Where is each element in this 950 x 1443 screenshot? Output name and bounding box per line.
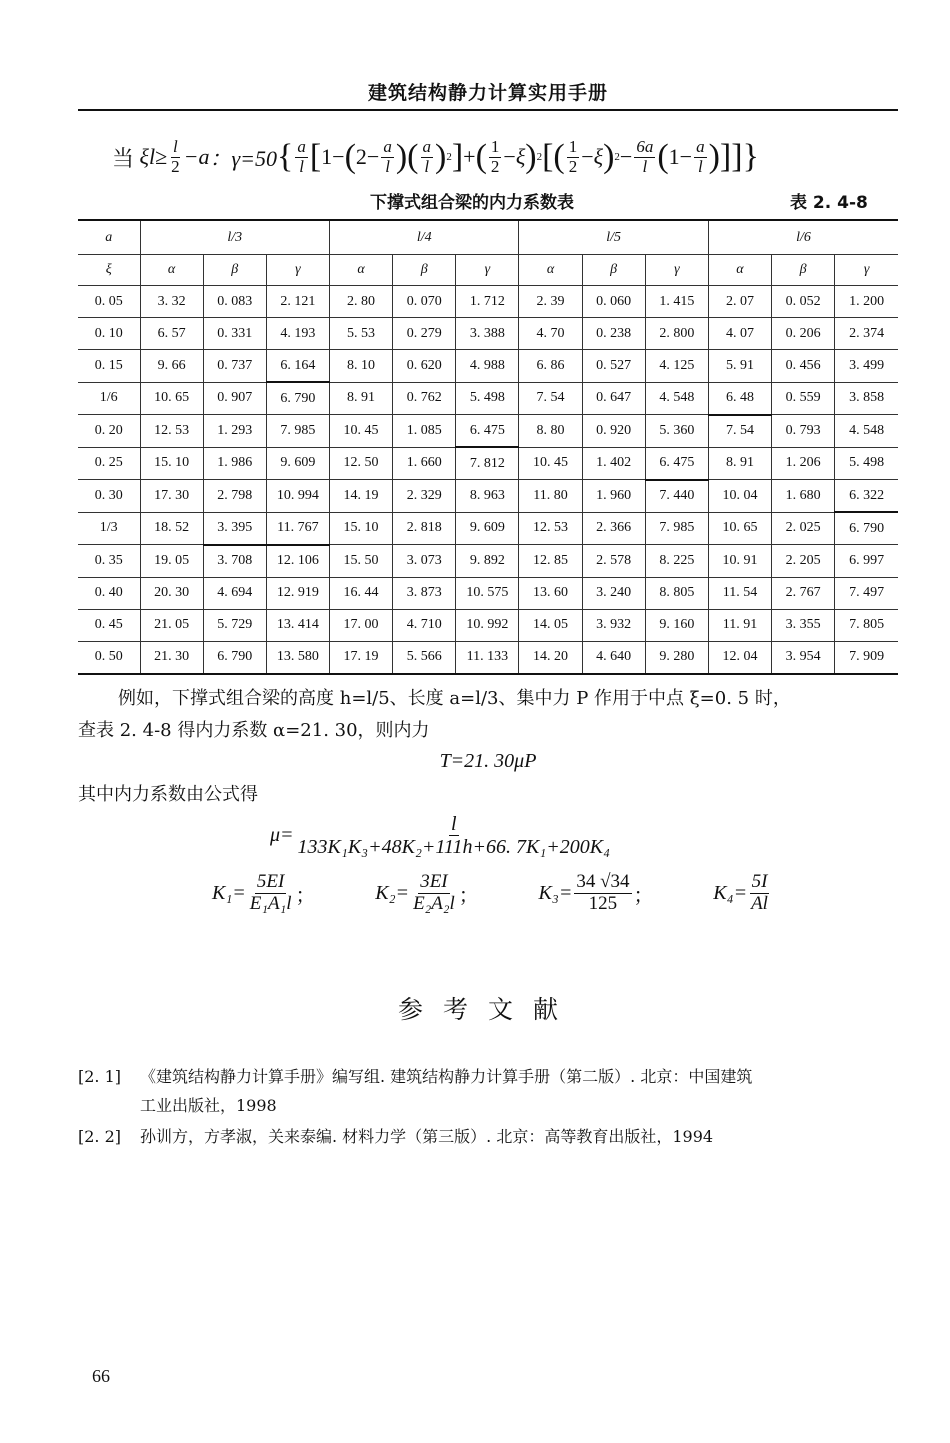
table-cell: 6. 164 (266, 350, 329, 383)
table-cell: 0. 527 (582, 350, 645, 383)
table-cell: 19. 05 (140, 545, 203, 578)
running-head: 建筑结构静力计算实用手册 (367, 82, 608, 104)
k2-formula: K₂= $\frac{3EI}{\text{E₂A₂l}}$ ； (375, 871, 479, 914)
table-cell: 5. 566 (393, 641, 456, 674)
table-row (78, 577, 898, 609)
row-xi: 0. 25 (78, 447, 140, 480)
table-cell: 8. 805 (645, 577, 708, 609)
table-cell: 3. 395 (203, 512, 266, 545)
table-title: 下撑式组合梁的内力系数表 (370, 193, 574, 213)
group-header: l/6 (708, 220, 898, 255)
table-cell: 17. 30 (140, 480, 203, 513)
table-cell: 0. 920 (582, 415, 645, 448)
table-cell: 8. 91 (708, 447, 771, 480)
reference-text: 孙训方，方孝淑，关来泰编. 材料力学（第三版）. 北京：高等教育出版社，1994 (140, 1127, 714, 1146)
table-cell: 10. 65 (708, 512, 771, 545)
table-cell: 6. 790 (266, 382, 329, 415)
table-cell: 13. 414 (266, 609, 329, 641)
table-cell: 17. 00 (329, 609, 392, 641)
table-cell: 11. 54 (708, 577, 771, 609)
reference-tag: [2. 1] (78, 1067, 122, 1086)
table-cell: 3. 708 (203, 545, 266, 578)
row-xi: 0. 05 (78, 286, 140, 318)
mu-lhs: μ= (270, 824, 294, 846)
sub-header: γ (645, 255, 708, 286)
table-cell: 3. 499 (835, 350, 898, 383)
mu-formula (270, 813, 614, 858)
formula-minus-a: −a (183, 144, 210, 169)
table-cell: 7. 812 (456, 447, 519, 480)
table-cell: 0. 070 (393, 286, 456, 318)
table-cell: 3. 240 (582, 577, 645, 609)
row-xi: 1/3 (78, 512, 140, 545)
table-row (78, 609, 898, 641)
table-cell: 6. 86 (519, 350, 582, 383)
table-cell: 0. 331 (203, 318, 266, 350)
table-cell: 5. 91 (708, 350, 771, 383)
table-cell: 9. 609 (456, 512, 519, 545)
group-header: l/3 (140, 220, 329, 255)
table-cell: 0. 737 (203, 350, 266, 383)
table-cell: 11. 767 (266, 512, 329, 545)
table-cell: 20. 30 (140, 577, 203, 609)
gamma-formula: 当 ξ l ≥ $\frac{l}{2}$ −a ：γ=50 { $\frac{a}{l}$ [ 1 − ( 2− $\frac{a}{l}$ ) ( $\frac{a}{l}$ ) 2 ] + ( $\frac{1}{2}$ − ξ ) 2 [ ( $\frac{1}{2}$ − ξ ) 2 − $\frac{6a}{l}$ ( 1 − $\frac{a}{l}$ ) ] ] } (112, 136, 759, 176)
table-cell: 3. 355 (772, 609, 835, 641)
table-cell: 1. 293 (203, 415, 266, 448)
k4-formula: K₄= $\frac{5I}{Al}$ (713, 871, 768, 914)
table-cell: 6. 790 (203, 641, 266, 674)
table-cell: 6. 57 (140, 318, 203, 350)
reference-text-cont: 工业出版社，1998 (140, 1096, 277, 1115)
table-cell: 9. 66 (140, 350, 203, 383)
sub-header: γ (835, 255, 898, 286)
table-cell: 0. 762 (393, 382, 456, 415)
table-cell: 4. 710 (393, 609, 456, 641)
table-cell: 2. 80 (329, 286, 392, 318)
table-row (78, 447, 898, 480)
row-xi: 0. 40 (78, 577, 140, 609)
table-cell: 5. 360 (645, 415, 708, 448)
frac-6a-over-l: $\frac{6a}{l}$ (636, 136, 654, 176)
table-cell: 4. 193 (266, 318, 329, 350)
table-cell: 2. 39 (519, 286, 582, 318)
corner-xi: ξ (78, 255, 140, 286)
table-cell: 16. 44 (329, 577, 392, 609)
table-cell: 7. 985 (266, 415, 329, 448)
group-header: l/4 (329, 220, 518, 255)
references-heading: 参考文献 (397, 995, 578, 1024)
table-body (78, 286, 898, 674)
table-cell: 12. 50 (329, 447, 392, 480)
mu-fraction (296, 813, 612, 858)
table-cell: 1. 712 (456, 286, 519, 318)
table-cell: 4. 988 (456, 350, 519, 383)
frac-a-over-l: $\frac{a}{l}$ (297, 136, 306, 176)
mu-numerator: l (451, 813, 457, 835)
table-cell: 3. 858 (835, 382, 898, 415)
t-equation: T=21. 30μP (439, 750, 537, 772)
table-cell: 17. 19 (329, 641, 392, 674)
table-cell: 18. 52 (140, 512, 203, 545)
sub-header: β (582, 255, 645, 286)
table-cell: 0. 456 (772, 350, 835, 383)
table-cell: 15. 10 (329, 512, 392, 545)
table-cell: 4. 694 (203, 577, 266, 609)
table-cell: 6. 790 (835, 512, 898, 545)
table-cell: 4. 548 (835, 415, 898, 448)
row-xi: 1/6 (78, 382, 140, 415)
table-cell: 10. 45 (329, 415, 392, 448)
table-cell: 6. 322 (835, 480, 898, 513)
table-cell: 21. 30 (140, 641, 203, 674)
table-cell: 5. 498 (456, 382, 519, 415)
table-cell: 1. 680 (772, 480, 835, 513)
table-cell: 10. 992 (456, 609, 519, 641)
table-cell: 10. 45 (519, 447, 582, 480)
table-row (78, 512, 898, 545)
table-cell: 0. 647 (582, 382, 645, 415)
table-cell: 4. 70 (519, 318, 582, 350)
table-row (78, 480, 898, 513)
table-cell: 0. 238 (582, 318, 645, 350)
table-cell: 4. 07 (708, 318, 771, 350)
table-cell: 0. 060 (582, 286, 645, 318)
table-cell: 15. 10 (140, 447, 203, 480)
formula-gamma: ：γ=50 (209, 145, 278, 171)
table-cell: 6. 475 (645, 447, 708, 480)
table-row (78, 350, 898, 383)
table-cell: 2. 578 (582, 545, 645, 578)
table-cell: 14. 20 (519, 641, 582, 674)
table-cell: 1. 402 (582, 447, 645, 480)
table-cell: 7. 54 (519, 382, 582, 415)
row-xi: 0. 45 (78, 609, 140, 641)
table-cell: 4. 548 (645, 382, 708, 415)
table-cell: 0. 083 (203, 286, 266, 318)
reference-text: 《建筑结构静力计算手册》编写组. 建筑结构静力计算手册（第二版）. 北京：中国建筑 (140, 1067, 753, 1086)
table-cell: 4. 125 (645, 350, 708, 383)
table-cell: 1. 960 (582, 480, 645, 513)
table-cell: 2. 121 (266, 286, 329, 318)
row-xi: 0. 15 (78, 350, 140, 383)
table-cell: 12. 919 (266, 577, 329, 609)
table-cell: 2. 025 (772, 512, 835, 545)
frac-l-over-2: $\frac{l}{2}$ (171, 136, 180, 176)
table-cell: 3. 954 (772, 641, 835, 674)
table-cell: 2. 374 (835, 318, 898, 350)
table-cell: 5. 729 (203, 609, 266, 641)
table-cell: 7. 805 (835, 609, 898, 641)
k3-formula: K₃= $\frac{34 √34}{125}$ ； (538, 871, 654, 914)
table-cell: 1. 200 (835, 286, 898, 318)
sub-header: γ (456, 255, 519, 286)
table-cell: 8. 80 (519, 415, 582, 448)
table-cell: 3. 32 (140, 286, 203, 318)
example-line-2: 查表 2. 4-8 得内力系数 α=21. 30，则内力 (78, 720, 430, 741)
row-xi: 0. 35 (78, 545, 140, 578)
table-row (78, 545, 898, 578)
row-xi: 0. 20 (78, 415, 140, 448)
table-row (78, 415, 898, 448)
table-cell: 2. 800 (645, 318, 708, 350)
table-cell: 12. 04 (708, 641, 771, 674)
table-cell: 2. 798 (203, 480, 266, 513)
k1-formula: K₁= $\frac{5EI}{\text{E₁A₁l}}$ ； (212, 871, 316, 914)
row-xi: 0. 10 (78, 318, 140, 350)
coefficient-table (78, 219, 898, 675)
table-cell: 10. 994 (266, 480, 329, 513)
table-cell: 14. 19 (329, 480, 392, 513)
table-cell: 1. 986 (203, 447, 266, 480)
table-cell: 12. 53 (519, 512, 582, 545)
sub-header: γ (266, 255, 329, 286)
example-line-1: 例如，下撑式组合梁的高度 h=l/5、长度 a=l/3、集中力 P 作用于中点 ξ=0. 5 时， (118, 688, 791, 709)
k-formulas (212, 872, 772, 915)
table-cell: 7. 985 (645, 512, 708, 545)
table-cell: 1. 206 (772, 447, 835, 480)
table-cell: 8. 963 (456, 480, 519, 513)
table-cell: 0. 620 (393, 350, 456, 383)
table-cell: 5. 53 (329, 318, 392, 350)
row-xi: 0. 30 (78, 480, 140, 513)
table-cell: 12. 106 (266, 545, 329, 578)
table-cell: 2. 818 (393, 512, 456, 545)
table-cell: 11. 133 (456, 641, 519, 674)
table-cell: 8. 225 (645, 545, 708, 578)
sub-header: α (140, 255, 203, 286)
table-cell: 2. 366 (582, 512, 645, 545)
table-cell: 21. 05 (140, 609, 203, 641)
sub-header: β (203, 255, 266, 286)
table-cell: 10. 575 (456, 577, 519, 609)
reference-tag: [2. 2] (78, 1127, 122, 1146)
formula-xi: ξ (139, 144, 149, 169)
table-cell: 7. 909 (835, 641, 898, 674)
table-cell: 10. 91 (708, 545, 771, 578)
table-cell: 0. 793 (772, 415, 835, 448)
sub-header: α (708, 255, 771, 286)
header-rule (78, 109, 898, 111)
table-cell: 9. 609 (266, 447, 329, 480)
table-cell: 3. 932 (582, 609, 645, 641)
table-cell: 11. 91 (708, 609, 771, 641)
table-cell: 8. 10 (329, 350, 392, 383)
table-cell: 10. 04 (708, 480, 771, 513)
page-number: 66 (92, 1366, 110, 1386)
reference-item-2 (78, 1122, 898, 1151)
example-line-3: 其中内力系数由公式得 (78, 784, 258, 805)
table-cell: 12. 85 (519, 545, 582, 578)
table-cell: 14. 05 (519, 609, 582, 641)
brace-open: { (277, 138, 294, 175)
table-header-row-1 (78, 220, 898, 255)
sub-header: α (519, 255, 582, 286)
table-cell: 3. 073 (393, 545, 456, 578)
table-cell: 0. 559 (772, 382, 835, 415)
corner-a: a (78, 220, 140, 255)
table-cell: 13. 580 (266, 641, 329, 674)
table-cell: 7. 440 (645, 480, 708, 513)
table-header-row-2 (78, 255, 898, 286)
table-cell: 1. 660 (393, 447, 456, 480)
table-cell: 8. 91 (329, 382, 392, 415)
table-cell: 6. 48 (708, 382, 771, 415)
group-header: l/5 (519, 220, 708, 255)
table-cell: 2. 205 (772, 545, 835, 578)
table-cell: 2. 329 (393, 480, 456, 513)
table-cell: 7. 54 (708, 415, 771, 448)
table-cell: 6. 475 (456, 415, 519, 448)
table-cell: 4. 640 (582, 641, 645, 674)
formula-l: l (148, 144, 156, 169)
table-cell: 1. 085 (393, 415, 456, 448)
table-cell: 2. 07 (708, 286, 771, 318)
row-xi: 0. 50 (78, 641, 140, 674)
table-cell: 0. 279 (393, 318, 456, 350)
table-number: 表 2. 4-8 (790, 193, 868, 213)
formula-lead: 当 (112, 145, 135, 171)
table-cell: 0. 907 (203, 382, 266, 415)
table-row (78, 286, 898, 318)
mu-denominator: 133K₁K₃+48K₂+111h+66. 7K₁+200K₄ (297, 836, 611, 858)
table-cell: 0. 052 (772, 286, 835, 318)
table-cell: 3. 388 (456, 318, 519, 350)
table-cell: 3. 873 (393, 577, 456, 609)
table-row (78, 318, 898, 350)
formula-geq: ≥ (155, 144, 168, 169)
table-cell: 0. 206 (772, 318, 835, 350)
table-cell: 5. 498 (835, 447, 898, 480)
sub-header: β (772, 255, 835, 286)
table-cell: 12. 53 (140, 415, 203, 448)
table-row (78, 641, 898, 674)
table-row (78, 382, 898, 415)
table-cell: 2. 767 (772, 577, 835, 609)
table-cell: 11. 80 (519, 480, 582, 513)
table-cell: 9. 160 (645, 609, 708, 641)
sub-header: β (393, 255, 456, 286)
table-cell: 9. 280 (645, 641, 708, 674)
sub-header: α (329, 255, 392, 286)
table-cell: 6. 997 (835, 545, 898, 578)
brace-close: } (742, 138, 759, 175)
table-cell: 10. 65 (140, 382, 203, 415)
table-cell: 9. 892 (456, 545, 519, 578)
table-cell: 1. 415 (645, 286, 708, 318)
table-cell: 15. 50 (329, 545, 392, 578)
table-cell: 7. 497 (835, 577, 898, 609)
table-cell: 13. 60 (519, 577, 582, 609)
reference-item-1 (78, 1062, 898, 1120)
